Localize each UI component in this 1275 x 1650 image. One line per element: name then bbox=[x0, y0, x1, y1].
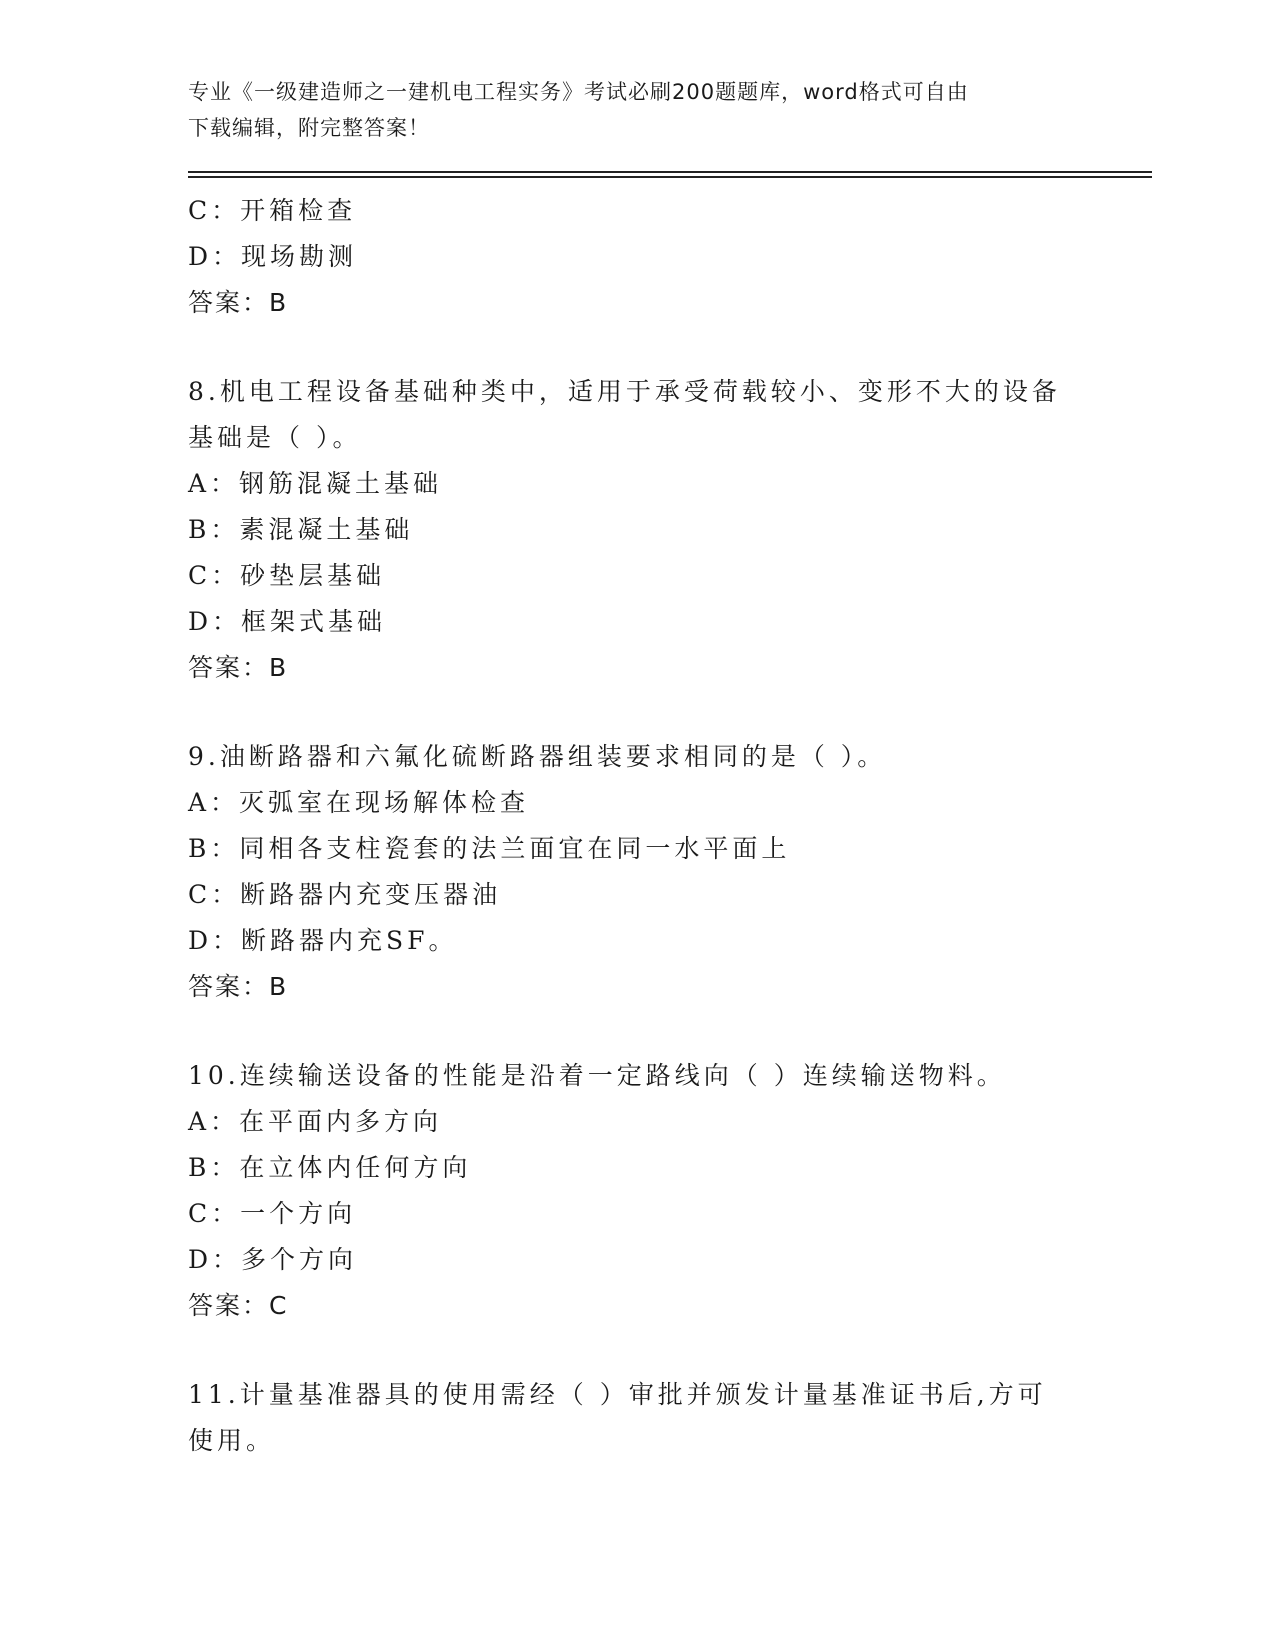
option-b: B：同相各支柱瓷套的法兰面宜在同一水平面上 bbox=[188, 834, 791, 863]
question-10 bbox=[188, 1053, 1088, 1329]
option-c: C：开箱检查 bbox=[188, 196, 357, 225]
option-c: C：砂垫层基础 bbox=[188, 561, 386, 590]
header-divider-bottom bbox=[188, 176, 1152, 178]
option-b: B：素混凝土基础 bbox=[188, 515, 414, 544]
answer: 答案：B bbox=[188, 653, 289, 682]
header-line-2: 下载编辑，附完整答案！ bbox=[188, 116, 430, 140]
option-a: A：钢筋混凝土基础 bbox=[188, 469, 443, 498]
header-divider-top bbox=[188, 171, 1152, 173]
option-d: D：多个方向 bbox=[188, 1245, 358, 1274]
question-11 bbox=[188, 1372, 1088, 1464]
question-text: 9.油断路器和六氟化硫断路器组装要求相同的是（ ）。 bbox=[188, 742, 887, 771]
option-d: D：现场勘测 bbox=[188, 242, 358, 271]
question-text: 8.机电工程设备基础种类中，适用于承受荷载较小、变形不大的设备 bbox=[188, 377, 1061, 406]
question-text-cont: 基础是（ ）。 bbox=[188, 423, 362, 452]
question-9 bbox=[188, 734, 1088, 1010]
option-d: D：断路器内充SF。 bbox=[188, 926, 458, 955]
option-a: A：灭弧室在现场解体检查 bbox=[188, 788, 530, 817]
option-b: B：在立体内任何方向 bbox=[188, 1153, 472, 1182]
header-line-1: 专业《一级建造师之一建机电工程实务》考试必刷200题题库，word格式可自由 bbox=[188, 80, 969, 104]
option-d: D：框架式基础 bbox=[188, 607, 387, 636]
question-text: 10.连续输送设备的性能是沿着一定路线向（ ）连续输送物料。 bbox=[188, 1061, 1006, 1090]
question-text-cont: 使用。 bbox=[188, 1426, 276, 1455]
continued-question bbox=[188, 188, 1088, 326]
document-header bbox=[188, 74, 1088, 146]
option-a: A：在平面内多方向 bbox=[188, 1107, 443, 1136]
answer: 答案：B bbox=[188, 972, 289, 1001]
answer: 答案：C bbox=[188, 1291, 289, 1320]
question-8 bbox=[188, 369, 1088, 691]
question-list bbox=[188, 188, 1088, 1464]
option-c: C：断路器内充变压器油 bbox=[188, 880, 502, 909]
answer: 答案：B bbox=[188, 288, 289, 317]
option-c: C：一个方向 bbox=[188, 1199, 357, 1228]
question-text: 11.计量基准器具的使用需经（ ）审批并颁发计量基准证书后,方可 bbox=[188, 1380, 1047, 1409]
